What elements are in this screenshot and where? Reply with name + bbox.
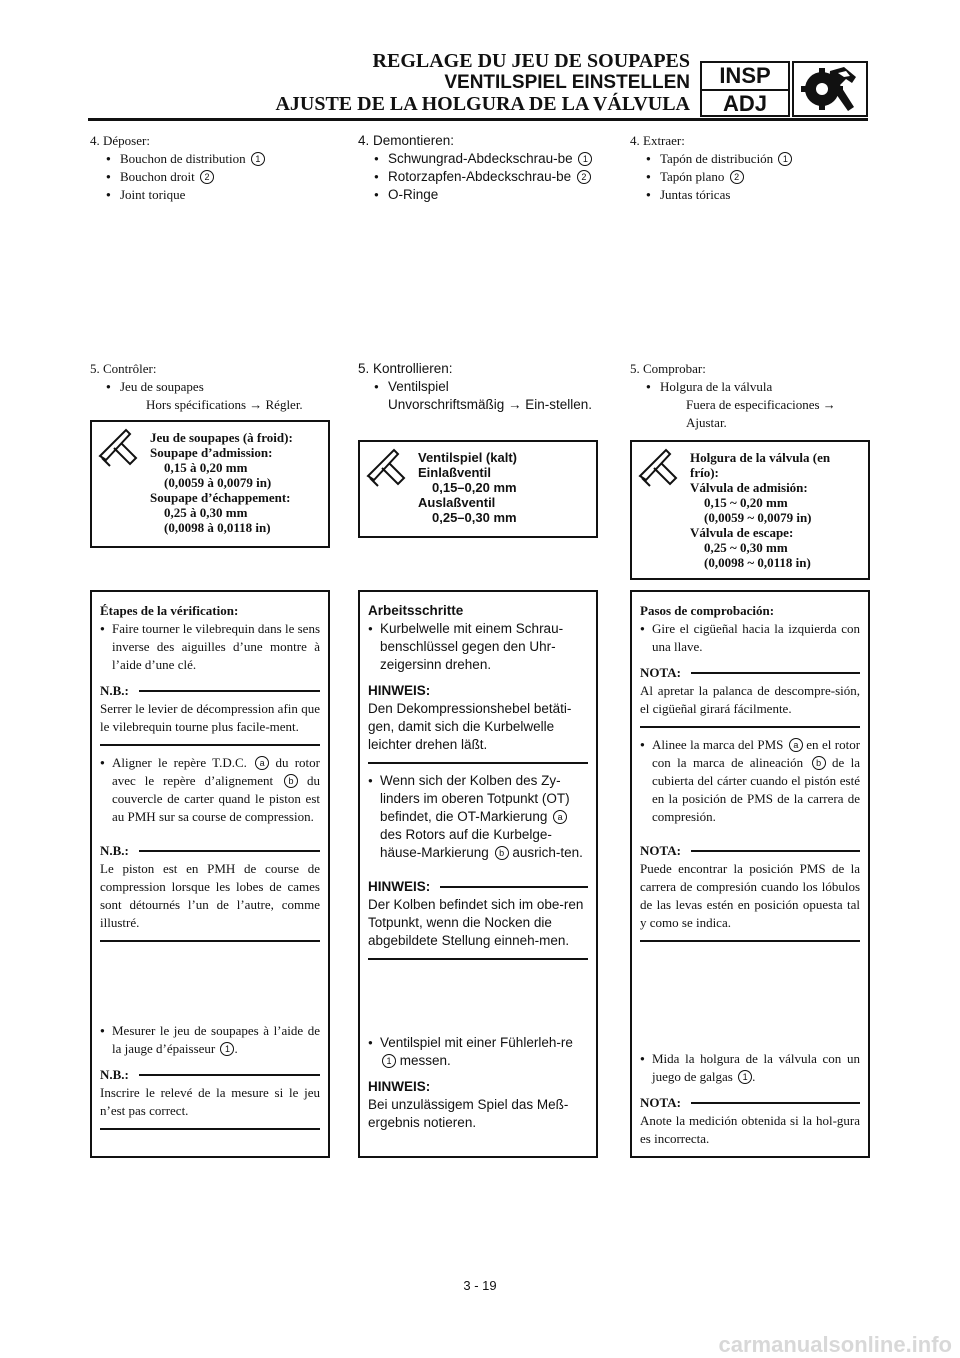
ref-b-icon: b [812,756,826,770]
fr-proc-step: ● Aligner le repère T.D.C. a du rotor avec le repère d’alignement b du couvercle de carter quand le piston est au PMH sur sa course de compression. [100,754,320,826]
ref-2-icon: 2 [200,170,214,184]
es-proc-step: ● Gire el cigüeñal hacia la izquierda con una llave. [640,620,860,656]
ref-a-icon: a [255,756,269,770]
de-step5 [358,360,598,414]
de-step4 [358,132,598,204]
ref-a-icon: a [553,810,567,824]
fr-step4-item: ● Joint torique [90,186,330,204]
fr-note: N.B.: Le piston est en PMH de course de compression lorsque les lobes de cames sont détournés l’un de l’autre, comme illustré. [100,842,320,942]
es-step5 [630,360,870,432]
page-number: 3 - 19 [463,1278,497,1293]
fr-note: N.B.: Inscrire le relevé de la mesure si le jeu n’est pas correct. [100,1066,320,1130]
de-proc-title: Arbeitsschritte [368,603,464,618]
es-spec-box [630,440,870,580]
es-note: NOTA: Al apretar la palanca de descompre-sión, el cigüeñal girará fácilmente. [640,664,860,728]
ref-2-icon: 2 [577,170,591,184]
de-step4-item: ● Rotorzapfen-Abdeckschrau-be 2 [358,168,598,186]
fr-note: N.B.: Serrer le levier de décompression afin que le vilebrequin tourne plus facile-ment. [100,682,320,746]
section-badge [700,61,790,117]
fr-step4-item: ● Bouchon de distribution 1 [90,150,330,168]
fr-step5-item: ● Jeu de soupapes [90,378,330,396]
de-proc-step: ● Ventilspiel mit einer Fühlerleh-re 1 messen. [368,1034,588,1070]
fr-spec-text: Jeu de soupapes (à froid): Soupape d’admission: 0,15 à 0,20 mm (0,0059 à 0,0079 in) Soupape d’échappement: 0,25 à 0,30 mm (0,0098 à 0,0118 in) [150,430,293,535]
badge-bottom: ADJ [722,91,767,116]
title-es: AJUSTE DE LA HOLGURA DE LA VÁLVULA [275,93,690,115]
fr-step4 [90,132,330,204]
fr-step4-title: 4. Déposer: [90,133,150,148]
de-step5-sub: Unvorschriftsmäßig → Ein-stellen. [388,397,593,412]
fr-procedure-box [90,590,330,1158]
title-de: VENTILSPIEL EINSTELLEN [444,72,690,93]
es-step5-item: ● Holgura de la válvula [630,378,870,396]
fr-proc-step: ● Mesurer le jeu de soupapes à l’aide de la jauge d’épaisseur 1 . [100,1022,320,1058]
fr-step5-sub: Hors spécifications → Régler. [146,397,303,412]
ref-a-icon: a [789,738,803,752]
feeler-gauge-icon [364,446,408,490]
de-spec-box [358,440,598,538]
feeler-gauge-icon [636,446,680,490]
de-note: HINWEIS: Der Kolben befindet sich im obe-ren Totpunkt, wenn die Nocken die abgebildete Stellung einneh-men. [368,878,588,960]
es-proc-title: Pasos de comprobación: [640,603,775,618]
es-step4-item: ● Juntas tóricas [630,186,870,204]
de-step4-item: ● Schwungrad-Abdeckschrau-be 1 [358,150,598,168]
watermark: carmanualsonline.info [718,1332,952,1357]
es-spec-text: Holgura de la válvula (en frío): Válvula de admisión: 0,15 ~ 0,20 mm (0,0059 ~ 0,0079 in) Válvula de escape: 0,25 ~ 0,30 mm (0,0098 ~ 0,0118 in) [690,450,831,570]
de-step5-item: ● Ventilspiel [358,378,598,396]
fr-step4-item: ● Bouchon droit 2 [90,168,330,186]
ref-1-icon: 1 [220,1042,234,1056]
de-spec-text: Ventilspiel (kalt) Einlaßventil 0,15–0,20 mm Auslaßventil 0,25–0,30 mm [418,450,517,525]
es-note: NOTA: Anote la medición obtenida si la hol-gura es incorrecta. [640,1094,860,1158]
es-step4-item: ● Tapón plano 2 [630,168,870,186]
es-step5-title: 5. Comprobar: [630,361,706,376]
ref-b-icon: b [284,774,298,788]
ref-1-icon: 1 [578,152,592,166]
fr-proc-step: ● Faire tourner le vilebrequin dans le sens inverse des aiguilles d’une montre à l’aide d’une clé. [100,620,320,674]
de-note: HINWEIS: Den Dekompressionshebel betäti-gen, damit sich die Kurbelwelle leichter drehen läßt. [368,682,588,764]
ref-2-icon: 2 [730,170,744,184]
es-step4 [630,132,870,204]
wrench-gear-icon [792,61,868,117]
badge-top: INSP [702,63,788,91]
es-proc-step: ● Mida la holgura de la válvula con un juego de galgas 1 . [640,1050,860,1086]
header-rule [88,118,868,121]
title-fr: REGLAGE DU JEU DE SOUPAPES [372,50,690,72]
es-step4-title: 4. Extraer: [630,133,685,148]
fr-proc-title: Étapes de la vérification: [100,603,239,618]
fr-step5 [90,360,330,414]
de-procedure-box [358,590,598,1158]
ref-1-icon: 1 [382,1054,396,1068]
fr-spec-box [90,420,330,548]
es-procedure-box [630,590,870,1158]
feeler-gauge-icon [96,426,140,470]
de-proc-step: ● Kurbelwelle mit einem Schrau-benschlüssel gegen den Uhr-zeigersinn drehen. [368,620,588,674]
de-proc-step: ● Wenn sich der Kolben des Zy-linders im oberen Totpunkt (OT) befindet, die OT-Markierung a des Rotors auf die Kurbelge-häuse-Markierung b ausrich-ten. [368,772,588,862]
ref-b-icon: b [495,846,509,860]
de-note: HINWEIS: Bei unzulässigem Spiel das Meß-ergebnis notieren. [368,1079,569,1130]
de-step5-title: 5. Kontrollieren: [358,361,453,376]
ref-1-icon: 1 [778,152,792,166]
de-step4-title: 4. Demontieren: [358,133,455,148]
es-proc-step: ● Alinee la marca del PMS a en el rotor con la marca de alineación b de la cubierta del cárter cuando el pistón esté en la posición de PMS de la carrera de compresión. [640,736,860,826]
es-note: NOTA: Puede encontrar la posición PMS de la carrera de compresión cuando los lóbulos de las levas estén en posición opuesta tal y como se indica. [640,842,860,942]
ref-1-icon: 1 [738,1070,752,1084]
es-step5-sub: Fuera de especificaciones → Ajustar. [686,397,836,430]
es-step4-item: ● Tapón de distribución 1 [630,150,870,168]
fr-step5-title: 5. Contrôler: [90,361,157,376]
de-step4-item: ● O-Ringe [358,186,598,204]
ref-1-icon: 1 [251,152,265,166]
